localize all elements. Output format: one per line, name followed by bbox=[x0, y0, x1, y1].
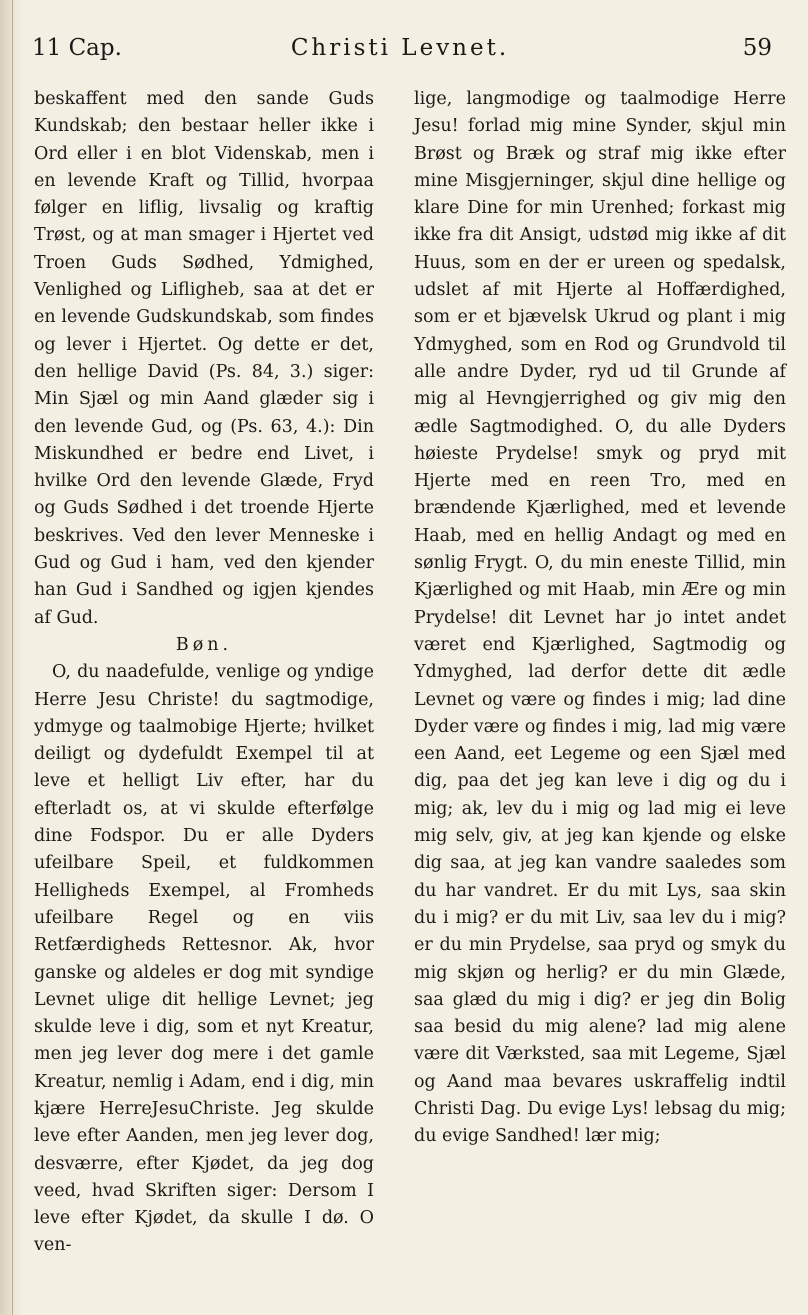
body-paragraph: beskaffent med den sande Guds Kundskab; den bestaar heller ikke i Ord eller i en blot Videnskab, men i en levende Kraft og Tillid, hvorpaa følger en liflig, livsalig og kraftig Trøst, og at man smager i Hjertet ved Troen Guds Sødhed, Ydmighed, Venlighed og Lifligheb, saa at det er en levende Gudskundskab, som findes og lever i Hjertet. Og dette er det, den hellige David (Ps. 84, 3.) siger: Min Sjæl og min Aand glæder sig i den levende Gud, og (Ps. 63, 4.): Din Miskundhed er bedre end Livet, i hvilke Ord den levende Glæde, Fryd og Guds Sødhed i det troende Hjerte beskrives. Ved den lever Menneske i Gud og Gud i ham, ved den kjender han Gud i Sandhed og igjen kjendes af Gud. bbox=[34, 89, 374, 628]
prayer-continuation-paragraph: lige, langmodige og taalmodige Herre Jesu! forlad mig mine Synder, skjul min Brøst og Bræk og straf mig ikke efter mine Misgjerninger, skjul dine hellige og klare Dine for min Urenhed; forkast mig ikke fra dit Ansigt, udstød mig ikke af dit Huus, som en der er ureen og spedalsk, udslet af mit Hjerte al Hoffærdighed, som er et bjævelsk Ukrud og plant i mig Ydmyghed, som en Rod og Grundvold til alle andre Dyder, ryd ud til Grunde af mig al Hevngjerrighed og giv mig den ædle Sagtmodighed. O, du alle Dyders høieste Prydelse! smyk og pryd mit Hjerte med en reen Tro, med en brændende Kjærlighed, med et levende Haab, med en hellig Andagt og med en sønlig Frygt. O, du min eneste Tillid, min Kjærlighed og mit Haab, min Ære og min Prydelse! dit Levnet har jo intet andet været end Kjærlighed, Sagtmodig og Ydmyghed, lad derfor dette dit ædle Levnet og være og findes i mig; lad dine Dyder være og findes i mig, lad mig være een Aand, eet Legeme og een Sjæl med dig, paa det jeg kan leve i dig og du i mig; ak, lev du i mig og lad mig ei leve mig selv, giv, at jeg kan kjende og elske dig saa, at jeg kan vandre saaledes som du har vandret. Er du mit Lys, saa skin du i mig? er du mit Liv, saa lev du i mig? er du min Prydelse, saa pryd og smyk du mig skjøn og herlig? er du min Glæde, saa glæd du mig i dig? er jeg din Bolig saa besid du mig alene? lad mig alene være dit Værksted, saa mit Legeme, Sjæl og Aand maa bevares uskraffelig indtil Christi Dag. Du evige Lys! lebsag du mig; du evige Sandhed! lær mig; bbox=[414, 89, 786, 1147]
prayer-paragraph: O, du naadefulde, venlige og yndige Herre Jesu Christe! du sagtmodige, ydmyge og taalmobige Hjerte; hvilket deiligt og dydefuldt Exempel til at leve et helligt Liv efter, har du efterladt os, at vi skulde efterfølge dine Fodspor. Du er alle Dyders ufeilbare Speil, et fuldkommen Helligheds Exempel, al Fromheds ufeilbare Regel og en viis Retfærdigheds Rettesnor. Ak, hvor ganske og aldeles er dog mit syndige Levnet ulige dit hellige Levnet; jeg skulde leve i dig, som et nyt Kreatur, men jeg lever dog mere i det gamle Kreatur, nemlig i Adam, end i dig, min kjære HerreJesuChriste. Jeg skulde leve efter Aanden, men jeg lever dog, desværre, efter Kjødet, da jeg dog veed, hvad Skriften siger: Dersom I leve efter Kjødet, da skulle I dø. O ven- bbox=[34, 662, 374, 1256]
page-number: 59 bbox=[742, 35, 772, 61]
chapter-label: 11 Cap. bbox=[32, 35, 122, 61]
right-text-column bbox=[414, 86, 786, 1151]
left-text-column bbox=[34, 86, 374, 1260]
prayer-heading: Bøn. bbox=[175, 634, 233, 655]
spine-edge-line bbox=[12, 0, 13, 1315]
running-head bbox=[30, 30, 790, 70]
book-spine-shadow bbox=[0, 0, 22, 1315]
page-title: Christi Levnet. bbox=[290, 35, 510, 61]
